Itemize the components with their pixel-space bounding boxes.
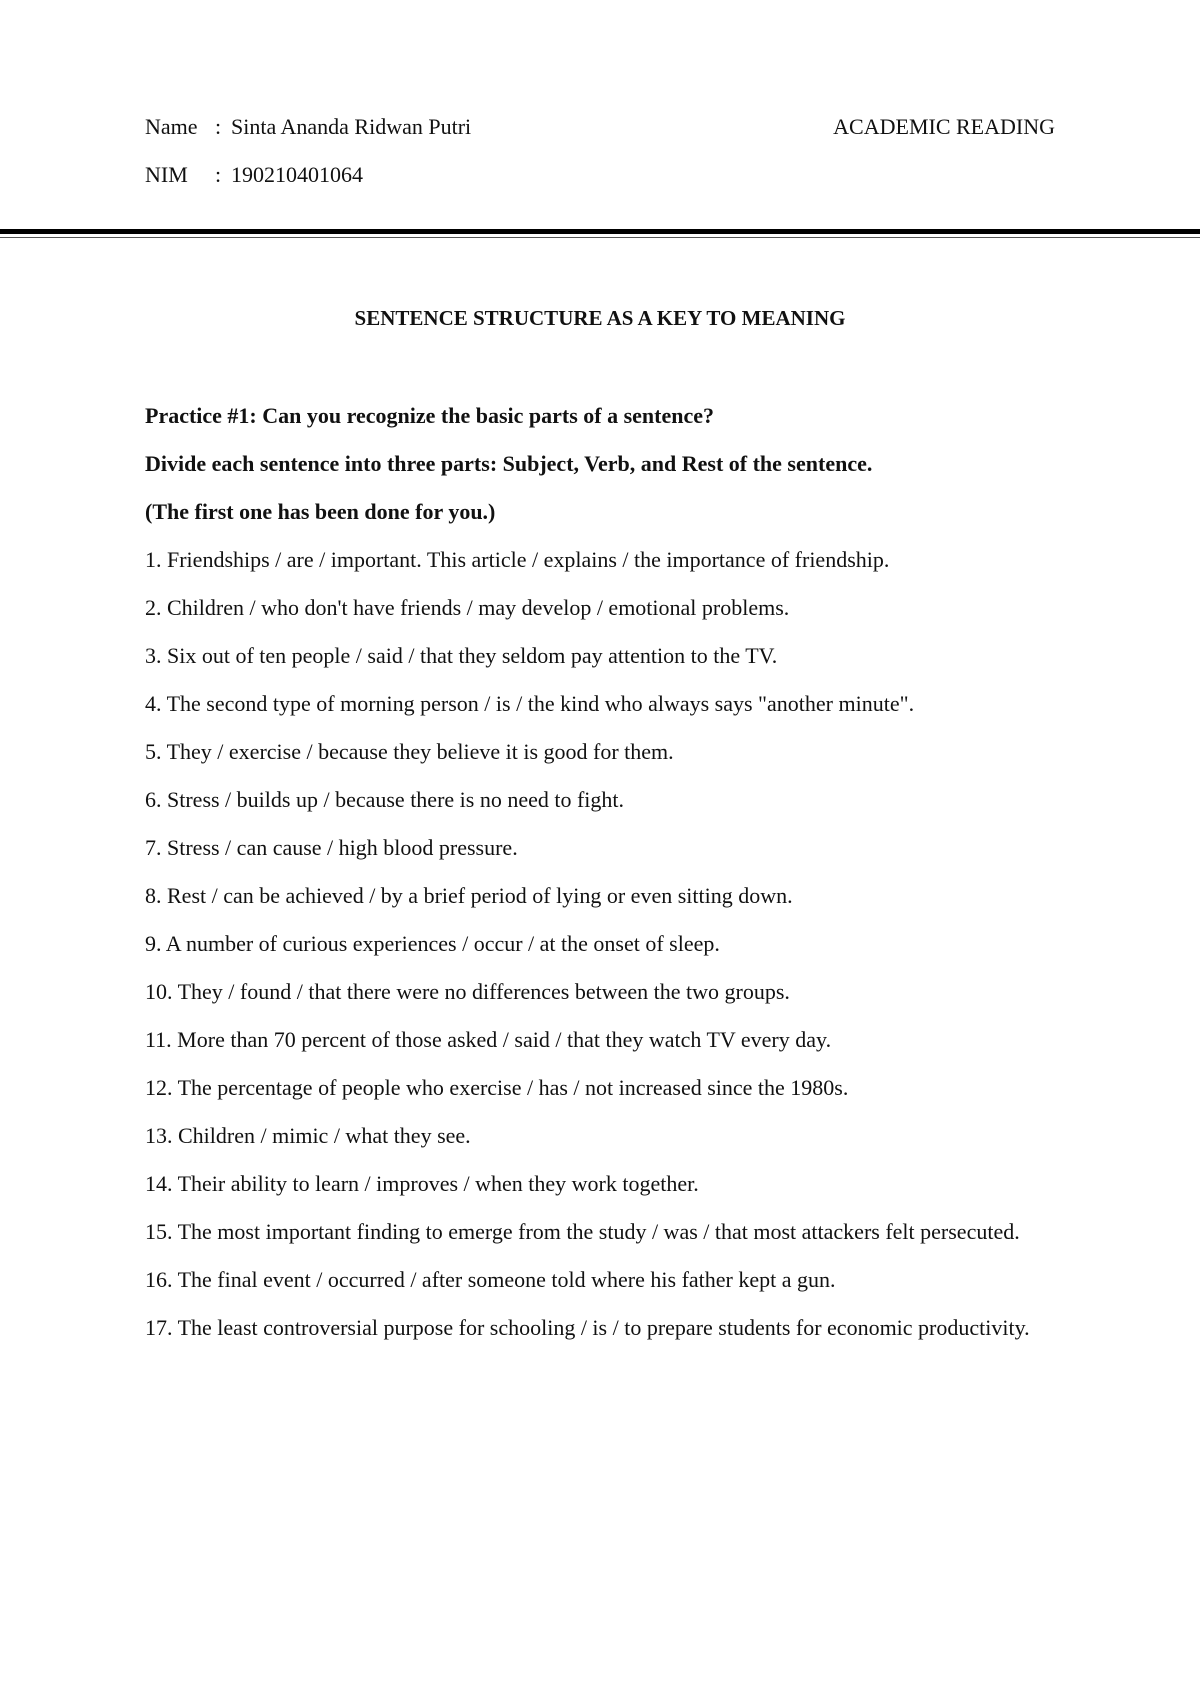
exercise-item: 11. More than 70 percent of those asked / said / that they watch TV every day. [145,1027,832,1052]
exercise-item: 3. Six out of ten people / said / that they seldom pay attention to the TV. [145,643,778,668]
instruction-note: (The first one has been done for you.) [145,499,496,524]
name-separator: : [215,114,222,139]
nim-label: NIM [145,162,188,187]
header-name-row [145,114,1055,140]
instruction-text: Divide each sentence into three parts: Subject, Verb, and Rest of the sentence. [145,451,873,476]
exercise-item: 1. Friendships / are / important. This article / explains / the importance of friendship. [145,547,890,572]
name-label: Name [145,114,198,139]
header-divider [0,229,1200,234]
exercise-item: 10. They / found / that there were no differences between the two groups. [145,979,790,1004]
exercise-item: 12. The percentage of people who exercise / has / not increased since the 1980s. [145,1075,849,1100]
exercise-item: 13. Children / mimic / what they see. [145,1123,471,1148]
exercise-item: 17. The least controversial purpose for schooling / is / to prepare students for economic productivity. [145,1315,1030,1340]
practice-heading: Practice #1: Can you recognize the basic parts of a sentence? [145,403,715,428]
student-name: Sinta Ananda Ridwan Putri [231,114,472,139]
exercise-item: 7. Stress / can cause / high blood pressure. [145,835,518,860]
student-nim: 190210401064 [231,162,363,187]
exercise-item: 14. Their ability to learn / improves / when they work together. [145,1171,699,1196]
exercise-list [145,546,1055,1362]
exercise-item: 16. The final event / occurred / after someone told where his father kept a gun. [145,1267,836,1292]
exercise-item: 5. They / exercise / because they believe it is good for them. [145,739,674,764]
exercise-item: 4. The second type of morning person / is / the kind who always says "another minute". [145,691,915,716]
document-title: SENTENCE STRUCTURE AS A KEY TO MEANING [354,306,846,330]
nim-separator: : [215,162,222,187]
exercise-item: 8. Rest / can be achieved / by a brief period of lying or even sitting down. [145,883,793,908]
exercise-item: 9. A number of curious experiences / occur / at the onset of sleep. [145,931,720,956]
exercise-item: 2. Children / who don't have friends / may develop / emotional problems. [145,595,790,620]
exercise-item: 15. The most important finding to emerge from the study / was / that most attackers felt persecuted. [145,1219,1020,1244]
header-divider-thin [0,237,1200,238]
exercise-item: 6. Stress / builds up / because there is no need to fight. [145,787,625,812]
course-title: ACADEMIC READING [833,114,1055,139]
header-nim-row [145,162,1055,188]
